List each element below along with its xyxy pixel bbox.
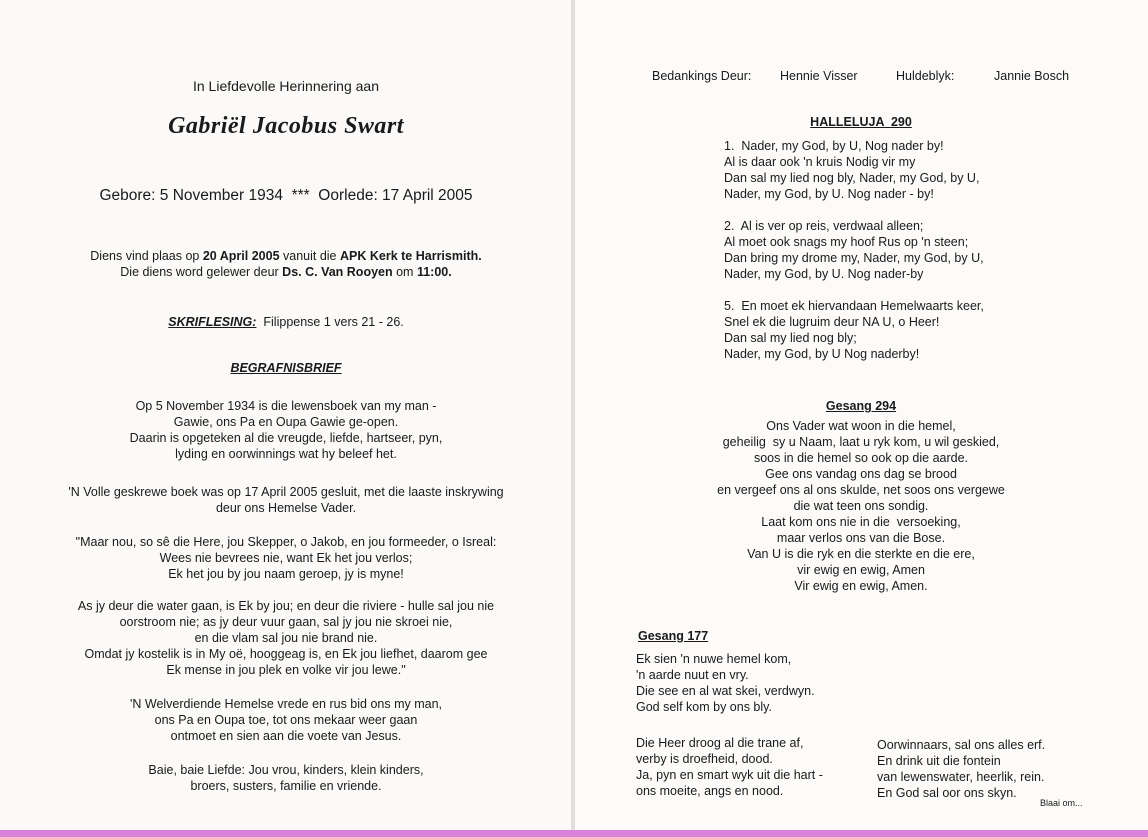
gesang177-verse	[636, 735, 823, 799]
hymn-line: geheilig sy u Naam, laat u ryk kom, u wil geskied,	[722, 435, 1000, 449]
hymn-line: Dan sal my lied nog bly, Nader, my God, by U,	[724, 171, 980, 185]
gesang177-verse	[877, 737, 1045, 801]
service-text: vanuit die	[279, 249, 340, 263]
letter-line: ontmoet en sien aan die voete van Jesus.	[170, 729, 402, 743]
letter-line: Wees nie bevrees nie, want Ek het jou verlos;	[159, 551, 413, 565]
letter-line: 'N Volle geskrewe boek was op 17 April 2005 gesluit, met die laaste inskrywing	[68, 485, 504, 499]
service-time: 11:00.	[416, 265, 452, 279]
memorial-intro: In Liefdevolle Herinnering aan	[192, 78, 379, 94]
hymn-line: Al is daar ook 'n kruis Nodig vir my	[724, 155, 916, 169]
hymn-verse	[724, 138, 979, 202]
hymn-line: Gee ons vandag ons dag se brood	[765, 467, 957, 481]
letter-line: As jy deur die water gaan, is Ek by jou; en deur die riviere - hulle sal jou nie	[77, 599, 495, 613]
hymn-line: soos in die hemel so ook op die aarde.	[753, 451, 969, 465]
hymn-verse	[724, 218, 984, 282]
hymn-line: Vir ewig en ewig, Amen.	[794, 579, 928, 593]
gesang177-heading: Gesang 177	[638, 629, 709, 643]
hymn-line: en vergeef ons al ons skulde, net soos ons vergewe	[717, 483, 1005, 497]
hymn-line: 5. En moet ek hiervandaan Hemelwaarts keer,	[724, 299, 984, 313]
tribute-name: Jannie Bosch	[994, 69, 1070, 83]
service-text: om	[392, 265, 417, 279]
hymn-line: maar verlos ons van die Bose.	[776, 531, 946, 545]
hymn-line: Ek sien 'n nuwe hemel kom,	[636, 652, 792, 666]
letter-line: Gawie, ons Pa en Oupa Gawie ge-open.	[173, 415, 399, 429]
reading-text: Filippense 1 vers 21 - 26.	[256, 315, 404, 329]
hymn-line: 2. Al is ver op reis, verdwaal alleen;	[724, 219, 924, 233]
hymn-line: Al moet ook snags my hoof Rus op 'n steen;	[724, 235, 969, 249]
hymn-line: Ons Vader wat woon in die hemel,	[766, 419, 956, 433]
hymn-line: Nader, my God, by U. Nog nader-by	[724, 267, 924, 281]
hymn-line: 1. Nader, my God, by U, Nog nader by!	[724, 139, 944, 153]
hymn-line: 'n aarde nuut en vry.	[636, 668, 749, 682]
letter-line: Ek mense in jou plek en volke vir jou lewe."	[166, 663, 406, 677]
hymn-line: die wat teen ons sondig.	[793, 499, 929, 513]
gesang294-text	[574, 418, 1148, 594]
hymn-line: Van U is die ryk en die sterkte en die ere,	[747, 547, 975, 561]
letter-paragraph	[0, 696, 572, 744]
birth-death-dates: Gebore: 5 November 1934 *** Oorlede: 17 April 2005	[99, 187, 473, 204]
hymn-line: vir ewig en ewig, Amen	[797, 563, 925, 577]
service-details	[0, 248, 572, 280]
hymn-line: Dan bring my drome my, Nader, my God, by U,	[724, 251, 984, 265]
letter-line: Ek het jou by jou naam geroep, jy is myne!	[168, 567, 404, 581]
deceased-name: Gabriël Jacobus Swart	[168, 113, 404, 139]
letter-line: ons Pa en Oupa toe, tot ons mekaar weer gaan	[154, 713, 418, 727]
hymn-line: van lewenswater, heerlik, rein.	[877, 770, 1045, 784]
hymn-line: ons moeite, angs en nood.	[636, 784, 784, 798]
bleed-through-text	[872, 58, 933, 110]
letter-paragraph	[0, 398, 572, 462]
hymn-line: Dan sal my lied nog bly;	[724, 331, 857, 345]
turn-over-note: Blaai om...	[1040, 798, 1083, 808]
hymn-line: Nader, my God, by U Nog naderby!	[724, 347, 920, 361]
thanks-name: Hennie Visser	[780, 69, 858, 83]
hymn-line: God self kom by ons bly.	[636, 700, 772, 714]
hymn-line: En drink uit die fontein	[877, 754, 1001, 768]
gesang177-verse	[636, 651, 815, 715]
reading-label: SKRIFLESING:	[168, 315, 257, 329]
hymn-line: Laat kom ons nie in die versoeking,	[761, 515, 961, 529]
service-date: 20 April 2005	[202, 249, 280, 263]
service-place: APK Kerk te Harrismith.	[340, 249, 482, 263]
letter-line: broers, susters, familie en vriende.	[190, 779, 382, 793]
hymn-verse	[724, 298, 984, 362]
letter-line: Omdat jy kostelik is in My oë, hooggeag is, en Ek jou liefhet, daarom gee	[84, 647, 488, 661]
scripture-reading	[0, 314, 572, 330]
hymn-line: Die Heer droog al die trane af,	[636, 736, 804, 750]
letter-line: en die vlam sal jou nie brand nie.	[194, 631, 378, 645]
service-text: Diens vind plaas op	[90, 249, 203, 263]
hymn-line: Nader, my God, by U. Nog nader - by!	[724, 187, 934, 201]
letter-paragraph	[0, 484, 572, 516]
letter-signoff	[0, 762, 572, 794]
thanks-label: Bedankings Deur:	[652, 69, 752, 83]
letter-line: Baie, baie Liefde: Jou vrou, kinders, klein kinders,	[148, 763, 424, 777]
hallelujah-heading: HALLELUJA 290	[810, 115, 912, 129]
hymn-line: Snel ek die lugruim deur NA U, o Heer!	[724, 315, 940, 329]
hymn-line: Ja, pyn en smart wyk uit die hart -	[636, 768, 823, 782]
hymn-line: Die see en al wat skei, verdwyn.	[636, 684, 815, 698]
letter-line: lyding en oorwinnings wat hy beleef het.	[175, 447, 397, 461]
letter-line: oorstroom nie; as jy deur vuur gaan, sal jy jou nie skroei nie,	[119, 615, 453, 629]
funeral-letter-heading: BEGRAFNISBRIEF	[230, 361, 342, 375]
hymn-line: verby is droefheid, dood.	[636, 752, 773, 766]
gesang294-heading: Gesang 294	[825, 399, 897, 413]
service-minister: Ds. C. Van Rooyen	[282, 265, 393, 279]
letter-line: Op 5 November 1934 is die lewensboek van my man -	[135, 399, 437, 413]
service-text: Die diens word gelewer deur	[120, 265, 283, 279]
letter-line: deur ons Hemelse Vader.	[215, 501, 357, 515]
bottom-edge	[0, 830, 1148, 837]
letter-line: 'N Welverdiende Hemelse vrede en rus bid ons my man,	[129, 697, 443, 711]
hymn-line: En God sal oor ons skyn.	[877, 786, 1017, 800]
hymn-line: Oorwinnaars, sal ons alles erf.	[877, 738, 1046, 752]
letter-paragraph	[0, 598, 572, 678]
letter-paragraph	[0, 534, 572, 582]
letter-line: "Maar nou, so sê die Here, jou Skepper, o Jakob, en jou formeeder, o Isreal:	[75, 535, 497, 549]
tribute-label: Huldeblyk:	[896, 69, 955, 83]
letter-line: Daarin is opgeteken al die vreugde, liefde, hartseer, pyn,	[129, 431, 443, 445]
